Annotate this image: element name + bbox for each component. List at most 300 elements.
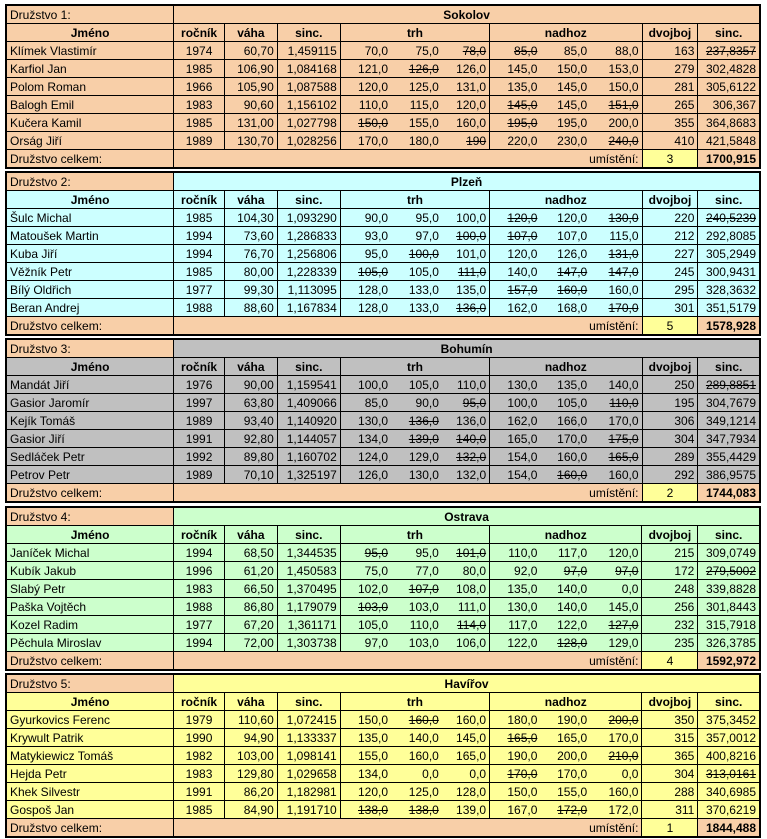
- cell-vaha: 110,60: [224, 711, 277, 729]
- athlete-row: [6, 711, 760, 729]
- placement-value: 4: [642, 652, 698, 671]
- cell-n3: 150,0: [590, 78, 642, 96]
- athlete-row: [6, 430, 760, 448]
- cell-name: Gasior Jaromír: [6, 394, 174, 412]
- cell-sinc: 1,361171: [277, 616, 340, 634]
- cell-t2: 126,0: [391, 60, 442, 78]
- cell-t2: 139,0: [391, 430, 442, 448]
- cell-total: 309,0749: [698, 544, 760, 562]
- cell-dvojboj: 301: [642, 299, 698, 317]
- cell-vaha: 88,60: [224, 299, 277, 317]
- cell-rocnik: 1992: [174, 448, 225, 466]
- team-city: Havířov: [174, 674, 760, 693]
- cell-t3: 132,0: [442, 466, 490, 484]
- cell-t1: 124,0: [340, 448, 391, 466]
- cell-sinc: 1,256806: [277, 245, 340, 263]
- athlete-row: [6, 616, 760, 634]
- cell-t2: 125,0: [391, 783, 442, 801]
- team-table: [5, 4, 761, 169]
- cell-t3: 80,0: [442, 562, 490, 580]
- cell-vaha: 130,70: [224, 132, 277, 150]
- header-total: dvojboj: [642, 526, 698, 544]
- cell-n1: 130,0: [490, 376, 541, 394]
- cell-vaha: 94,90: [224, 729, 277, 747]
- cell-rocnik: 1983: [174, 580, 225, 598]
- cell-n3: 120,0: [590, 544, 642, 562]
- cell-rocnik: 1977: [174, 616, 225, 634]
- cell-t3: 110,0: [442, 376, 490, 394]
- cell-n2: 128,0: [540, 634, 590, 652]
- cell-t2: 100,0: [391, 245, 442, 263]
- team-label: Družstvo 5:: [6, 674, 174, 693]
- header-sinclair: sinc.: [277, 24, 340, 42]
- cell-n2: 195,0: [540, 114, 590, 132]
- athlete-row: [6, 747, 760, 765]
- cell-vaha: 90,60: [224, 96, 277, 114]
- cell-n2: 168,0: [540, 299, 590, 317]
- team-total-label: Družstvo celkem:: [6, 150, 174, 169]
- cell-dvojboj: 163: [642, 42, 698, 60]
- cell-n1: 180,0: [490, 711, 541, 729]
- cell-vaha: 68,50: [224, 544, 277, 562]
- cell-n1: 130,0: [490, 598, 541, 616]
- cell-rocnik: 1976: [174, 376, 225, 394]
- cell-name: Kuba Jiří: [6, 245, 174, 263]
- cell-n1: 165,0: [490, 729, 541, 747]
- header-year: ročník: [174, 24, 225, 42]
- cell-t3: 111,0: [442, 598, 490, 616]
- cell-n3: 170,0: [590, 299, 642, 317]
- placement-value: 1: [642, 819, 698, 838]
- header-clean-jerk: nadhoz: [490, 24, 642, 42]
- cell-n2: 85,0: [540, 42, 590, 60]
- cell-t2: 180,0: [391, 132, 442, 150]
- athlete-row: [6, 281, 760, 299]
- team-label: Družstvo 2:: [6, 172, 174, 191]
- cell-name: Karfiol Jan: [6, 60, 174, 78]
- cell-name: Sedláček Petr: [6, 448, 174, 466]
- cell-n2: 120,0: [540, 209, 590, 227]
- cell-n1: 190,0: [490, 747, 541, 765]
- cell-t2: 77,0: [391, 562, 442, 580]
- cell-n1: 107,0: [490, 227, 541, 245]
- cell-n1: 150,0: [490, 783, 541, 801]
- cell-vaha: 93,40: [224, 412, 277, 430]
- team-total-value: 1700,915: [698, 150, 760, 169]
- cell-n2: 145,0: [540, 96, 590, 114]
- cell-rocnik: 1974: [174, 42, 225, 60]
- header-snatch: trh: [340, 693, 489, 711]
- cell-t3: 136,0: [442, 412, 490, 430]
- cell-sinc: 1,344535: [277, 544, 340, 562]
- cell-n3: 129,0: [590, 634, 642, 652]
- cell-dvojboj: 279: [642, 60, 698, 78]
- cell-dvojboj: 281: [642, 78, 698, 96]
- team-table: [5, 171, 761, 336]
- cell-n1: 145,0: [490, 96, 541, 114]
- cell-n2: 122,0: [540, 616, 590, 634]
- athlete-row: [6, 263, 760, 281]
- cell-t1: 128,0: [340, 281, 391, 299]
- team-city: Plzeň: [174, 172, 760, 191]
- cell-total: 305,2949: [698, 245, 760, 263]
- cell-n2: 160,0: [540, 448, 590, 466]
- cell-t1: 95,0: [340, 544, 391, 562]
- cell-t2: 155,0: [391, 114, 442, 132]
- cell-n3: 0,0: [590, 765, 642, 783]
- cell-n3: 175,0: [590, 430, 642, 448]
- cell-t2: 95,0: [391, 209, 442, 227]
- cell-rocnik: 1985: [174, 209, 225, 227]
- cell-dvojboj: 227: [642, 245, 698, 263]
- team-table: [5, 673, 761, 838]
- athlete-row: [6, 634, 760, 652]
- cell-dvojboj: 306: [642, 412, 698, 430]
- cell-name: Kubík Jakub: [6, 562, 174, 580]
- cell-total: 349,1214: [698, 412, 760, 430]
- cell-sinc: 1,159541: [277, 376, 340, 394]
- cell-vaha: 67,20: [224, 616, 277, 634]
- cell-t2: 130,0: [391, 466, 442, 484]
- athlete-row: [6, 376, 760, 394]
- cell-t1: 135,0: [340, 729, 391, 747]
- cell-sinc: 1,140920: [277, 412, 340, 430]
- cell-rocnik: 1991: [174, 430, 225, 448]
- placement-label: umístění:: [174, 652, 642, 671]
- cell-t2: 75,0: [391, 42, 442, 60]
- cell-name: Pěchula Miroslav: [6, 634, 174, 652]
- header-weight: váha: [224, 191, 277, 209]
- header-sinclair-score: sinc.: [698, 693, 760, 711]
- cell-t2: 105,0: [391, 263, 442, 281]
- cell-n3: 200,0: [590, 711, 642, 729]
- cell-dvojboj: 215: [642, 544, 698, 562]
- cell-rocnik: 1985: [174, 801, 225, 819]
- cell-n3: 131,0: [590, 245, 642, 263]
- cell-total: 357,0012: [698, 729, 760, 747]
- cell-t1: 103,0: [340, 598, 391, 616]
- cell-name: Janíček Michal: [6, 544, 174, 562]
- header-weight: váha: [224, 358, 277, 376]
- cell-n1: 120,0: [490, 209, 541, 227]
- cell-n2: 150,0: [540, 60, 590, 78]
- cell-total: 340,6985: [698, 783, 760, 801]
- cell-t2: 103,0: [391, 634, 442, 652]
- cell-t1: 150,0: [340, 114, 391, 132]
- cell-t2: 103,0: [391, 598, 442, 616]
- header-year: ročník: [174, 526, 225, 544]
- cell-n3: 160,0: [590, 281, 642, 299]
- team-city: Sokolov: [174, 5, 760, 24]
- cell-rocnik: 1966: [174, 78, 225, 96]
- cell-t3: 120,0: [442, 96, 490, 114]
- cell-name: Krywult Patrik: [6, 729, 174, 747]
- cell-n1: 135,0: [490, 78, 541, 96]
- cell-dvojboj: 315: [642, 729, 698, 747]
- cell-dvojboj: 265: [642, 96, 698, 114]
- cell-n2: 155,0: [540, 783, 590, 801]
- header-clean-jerk: nadhoz: [490, 358, 642, 376]
- cell-vaha: 80,00: [224, 263, 277, 281]
- cell-n3: 88,0: [590, 42, 642, 60]
- header-sinclair-score: sinc.: [698, 191, 760, 209]
- athlete-row: [6, 466, 760, 484]
- cell-name: Věžník Petr: [6, 263, 174, 281]
- cell-sinc: 1,028256: [277, 132, 340, 150]
- cell-t3: 106,0: [442, 634, 490, 652]
- cell-dvojboj: 289: [642, 448, 698, 466]
- cell-dvojboj: 172: [642, 562, 698, 580]
- cell-total: 237,8357: [698, 42, 760, 60]
- cell-vaha: 131,00: [224, 114, 277, 132]
- cell-t3: 95,0: [442, 394, 490, 412]
- placement-value: 5: [642, 317, 698, 336]
- cell-vaha: 86,20: [224, 783, 277, 801]
- header-sinclair-score: sinc.: [698, 526, 760, 544]
- header-weight: váha: [224, 526, 277, 544]
- cell-vaha: 104,30: [224, 209, 277, 227]
- athlete-row: [6, 245, 760, 263]
- cell-total: 400,8216: [698, 747, 760, 765]
- header-clean-jerk: nadhoz: [490, 526, 642, 544]
- cell-rocnik: 1982: [174, 747, 225, 765]
- cell-t1: 110,0: [340, 96, 391, 114]
- cell-total: 240,5239: [698, 209, 760, 227]
- cell-t3: 132,0: [442, 448, 490, 466]
- cell-rocnik: 1994: [174, 634, 225, 652]
- cell-vaha: 61,20: [224, 562, 277, 580]
- team-total-label: Družstvo celkem:: [6, 652, 174, 671]
- cell-n3: 172,0: [590, 801, 642, 819]
- cell-sinc: 1,286833: [277, 227, 340, 245]
- cell-vaha: 92,80: [224, 430, 277, 448]
- cell-total: 315,7918: [698, 616, 760, 634]
- cell-sinc: 1,450583: [277, 562, 340, 580]
- cell-n3: 160,0: [590, 783, 642, 801]
- header-name: Jméno: [6, 191, 174, 209]
- cell-vaha: 99,30: [224, 281, 277, 299]
- cell-total: 328,3632: [698, 281, 760, 299]
- cell-n2: 105,0: [540, 394, 590, 412]
- cell-name: Paška Vojtěch: [6, 598, 174, 616]
- team-city: Ostrava: [174, 507, 760, 526]
- cell-n3: 151,0: [590, 96, 642, 114]
- cell-sinc: 1,098141: [277, 747, 340, 765]
- cell-t2: 107,0: [391, 580, 442, 598]
- cell-t1: 105,0: [340, 616, 391, 634]
- team-city: Bohumín: [174, 339, 760, 358]
- cell-t1: 134,0: [340, 765, 391, 783]
- cell-n2: 166,0: [540, 412, 590, 430]
- cell-dvojboj: 295: [642, 281, 698, 299]
- cell-vaha: 72,00: [224, 634, 277, 652]
- team-total-label: Družstvo celkem:: [6, 484, 174, 503]
- athlete-row: [6, 132, 760, 150]
- cell-n2: 97,0: [540, 562, 590, 580]
- cell-rocnik: 1997: [174, 394, 225, 412]
- cell-t3: 114,0: [442, 616, 490, 634]
- cell-t3: 135,0: [442, 281, 490, 299]
- cell-name: Mandát Jiří: [6, 376, 174, 394]
- cell-t3: 128,0: [442, 783, 490, 801]
- athlete-row: [6, 562, 760, 580]
- cell-n2: 107,0: [540, 227, 590, 245]
- cell-n3: 130,0: [590, 209, 642, 227]
- cell-n2: 170,0: [540, 765, 590, 783]
- team-total-label: Družstvo celkem:: [6, 819, 174, 838]
- athlete-row: [6, 227, 760, 245]
- cell-total: 301,8443: [698, 598, 760, 616]
- header-total: dvojboj: [642, 24, 698, 42]
- cell-t2: 133,0: [391, 281, 442, 299]
- athlete-row: [6, 42, 760, 60]
- athlete-row: [6, 783, 760, 801]
- cell-name: Gasior Jiří: [6, 430, 174, 448]
- cell-rocnik: 1985: [174, 60, 225, 78]
- team-label: Družstvo 3:: [6, 339, 174, 358]
- cell-t2: 160,0: [391, 747, 442, 765]
- header-total: dvojboj: [642, 693, 698, 711]
- header-snatch: trh: [340, 526, 489, 544]
- cell-n3: 127,0: [590, 616, 642, 634]
- cell-t3: 165,0: [442, 747, 490, 765]
- team-total-value: 1844,488: [698, 819, 760, 838]
- athlete-row: [6, 544, 760, 562]
- placement-value: 3: [642, 150, 698, 169]
- cell-sinc: 1,144057: [277, 430, 340, 448]
- athlete-row: [6, 765, 760, 783]
- cell-n1: 157,0: [490, 281, 541, 299]
- cell-t3: 131,0: [442, 78, 490, 96]
- team-table: [5, 338, 761, 503]
- cell-name: Kučera Kamil: [6, 114, 174, 132]
- cell-n2: 145,0: [540, 78, 590, 96]
- cell-vaha: 84,90: [224, 801, 277, 819]
- cell-sinc: 1,072415: [277, 711, 340, 729]
- cell-total: 313,0161: [698, 765, 760, 783]
- athlete-row: [6, 96, 760, 114]
- cell-total: 300,9431: [698, 263, 760, 281]
- cell-total: 421,5848: [698, 132, 760, 150]
- cell-t1: 120,0: [340, 783, 391, 801]
- cell-sinc: 1,029658: [277, 765, 340, 783]
- cell-sinc: 1,093290: [277, 209, 340, 227]
- cell-name: Gyurkovics Ferenc: [6, 711, 174, 729]
- cell-n1: 85,0: [490, 42, 541, 60]
- cell-t3: 160,0: [442, 711, 490, 729]
- athlete-row: [6, 299, 760, 317]
- cell-t3: 139,0: [442, 801, 490, 819]
- cell-t3: 190: [442, 132, 490, 150]
- team-total-value: 1592,972: [698, 652, 760, 671]
- cell-total: 305,6122: [698, 78, 760, 96]
- cell-t1: 138,0: [340, 801, 391, 819]
- cell-t2: 136,0: [391, 412, 442, 430]
- cell-dvojboj: 355: [642, 114, 698, 132]
- cell-name: Hejda Petr: [6, 765, 174, 783]
- cell-t1: 155,0: [340, 747, 391, 765]
- athlete-row: [6, 598, 760, 616]
- cell-vaha: 106,90: [224, 60, 277, 78]
- header-clean-jerk: nadhoz: [490, 693, 642, 711]
- cell-n2: 190,0: [540, 711, 590, 729]
- cell-name: Kejík Tomáš: [6, 412, 174, 430]
- cell-t1: 75,0: [340, 562, 391, 580]
- placement-label: umístění:: [174, 484, 642, 503]
- cell-dvojboj: 311: [642, 801, 698, 819]
- cell-t2: 0,0: [391, 765, 442, 783]
- cell-rocnik: 1991: [174, 783, 225, 801]
- cell-dvojboj: 410: [642, 132, 698, 150]
- cell-t1: 100,0: [340, 376, 391, 394]
- cell-t1: 150,0: [340, 711, 391, 729]
- cell-n1: 167,0: [490, 801, 541, 819]
- cell-t3: 140,0: [442, 430, 490, 448]
- cell-n3: 0,0: [590, 580, 642, 598]
- cell-rocnik: 1985: [174, 263, 225, 281]
- placement-label: umístění:: [174, 819, 642, 838]
- cell-n2: 117,0: [540, 544, 590, 562]
- cell-t2: 160,0: [391, 711, 442, 729]
- cell-sinc: 1,156102: [277, 96, 340, 114]
- placement-label: umístění:: [174, 150, 642, 169]
- cell-t3: 160,0: [442, 114, 490, 132]
- cell-total: 289,8851: [698, 376, 760, 394]
- cell-n1: 154,0: [490, 448, 541, 466]
- header-name: Jméno: [6, 358, 174, 376]
- cell-t2: 105,0: [391, 376, 442, 394]
- header-sinclair: sinc.: [277, 191, 340, 209]
- cell-n3: 147,0: [590, 263, 642, 281]
- header-sinclair: sinc.: [277, 358, 340, 376]
- team-total-label: Družstvo celkem:: [6, 317, 174, 336]
- cell-dvojboj: 350: [642, 711, 698, 729]
- cell-total: 351,5179: [698, 299, 760, 317]
- team-total-value: 1578,928: [698, 317, 760, 336]
- cell-n2: 200,0: [540, 747, 590, 765]
- cell-t3: 101,0: [442, 245, 490, 263]
- cell-sinc: 1,303738: [277, 634, 340, 652]
- cell-n1: 110,0: [490, 544, 541, 562]
- team-label: Družstvo 1:: [6, 5, 174, 24]
- cell-n1: 135,0: [490, 580, 541, 598]
- header-year: ročník: [174, 358, 225, 376]
- cell-n3: 210,0: [590, 747, 642, 765]
- cell-total: 339,8828: [698, 580, 760, 598]
- cell-t2: 115,0: [391, 96, 442, 114]
- cell-rocnik: 1988: [174, 598, 225, 616]
- cell-sinc: 1,228339: [277, 263, 340, 281]
- cell-sinc: 1,191710: [277, 801, 340, 819]
- header-sinclair-score: sinc.: [698, 358, 760, 376]
- cell-t3: 101,0: [442, 544, 490, 562]
- header-snatch: trh: [340, 24, 489, 42]
- cell-t1: 85,0: [340, 394, 391, 412]
- athlete-row: [6, 412, 760, 430]
- cell-t1: 70,0: [340, 42, 391, 60]
- cell-vaha: 76,70: [224, 245, 277, 263]
- cell-sinc: 1,459115: [277, 42, 340, 60]
- athlete-row: [6, 78, 760, 96]
- cell-t3: 0,0: [442, 765, 490, 783]
- cell-dvojboj: 195: [642, 394, 698, 412]
- team-total-value: 1744,083: [698, 484, 760, 503]
- cell-t1: 90,0: [340, 209, 391, 227]
- cell-n1: 117,0: [490, 616, 541, 634]
- cell-rocnik: 1988: [174, 299, 225, 317]
- cell-sinc: 1,409066: [277, 394, 340, 412]
- cell-n2: 140,0: [540, 580, 590, 598]
